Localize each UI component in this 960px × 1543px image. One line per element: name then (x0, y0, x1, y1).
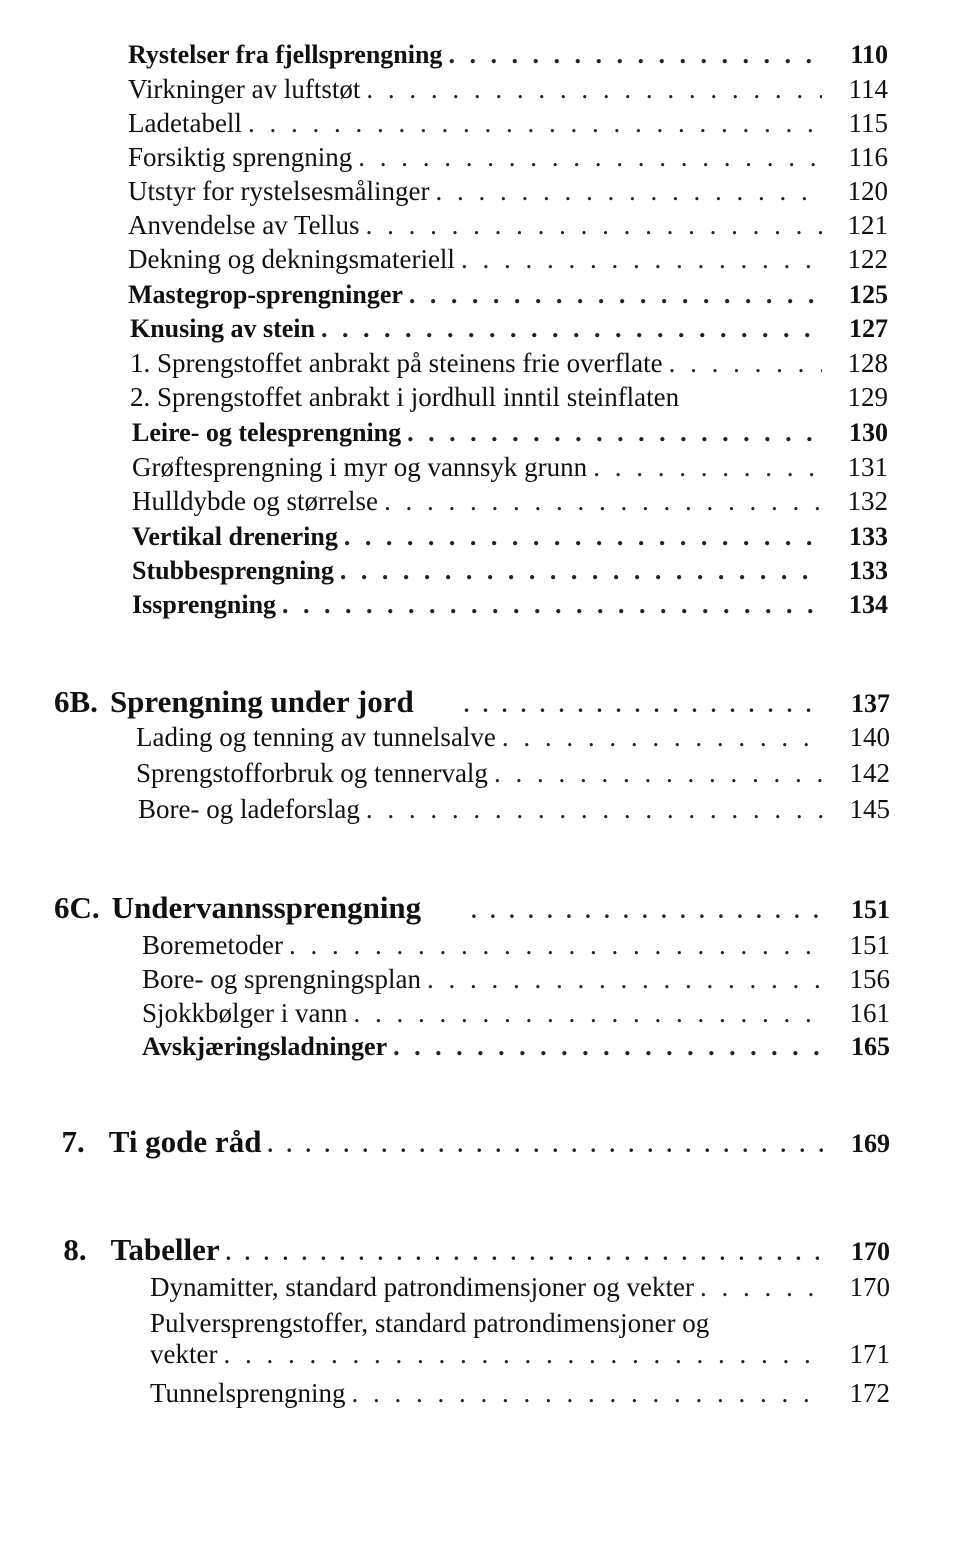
dot-leader (427, 964, 824, 995)
toc-entry[interactable] (132, 590, 888, 620)
toc-entry-page: 116 (848, 142, 888, 172)
chapter-heading-8[interactable] (60, 1232, 890, 1268)
toc-entry-page: 170 (849, 1272, 890, 1302)
toc-entry-page: 125 (849, 280, 888, 309)
toc-entry-title: Stubbesprengning (132, 556, 334, 585)
dot-leader (344, 522, 822, 552)
toc-entry-title: Anvendelse av Tellus (128, 210, 360, 240)
toc-entry-title: Forsiktig sprengning (128, 142, 353, 172)
toc-entry-page: 131 (847, 452, 888, 482)
toc-entry-title: Dekning og dekningsmateriell (128, 244, 455, 274)
chapter-page: 169 (851, 1129, 890, 1158)
toc-entry-page: 132 (847, 486, 888, 516)
toc-entry-page: 121 (847, 210, 888, 240)
toc-entry-page: 127 (849, 314, 888, 343)
dot-leader (502, 722, 824, 753)
toc-entry-title: Hulldybde og størrelse (132, 486, 378, 516)
toc-entry-title: Boremetoder (142, 930, 283, 960)
dot-leader (289, 930, 824, 961)
toc-entry[interactable] (132, 522, 888, 552)
dot-leader (248, 108, 822, 139)
toc-entry[interactable] (138, 794, 890, 825)
toc-entry[interactable] (128, 40, 888, 70)
toc-entry[interactable] (130, 382, 888, 413)
toc-entry-page: 133 (849, 522, 888, 551)
toc-entry[interactable] (130, 314, 888, 344)
dot-leader (393, 1032, 824, 1062)
chapter-page: 137 (851, 689, 890, 718)
chapter-number: 6C. (54, 890, 100, 925)
toc-entry[interactable] (128, 74, 888, 105)
toc-entry-title: 2. Sprengstoffet anbrakt i jordhull inntil steinflaten (130, 382, 680, 412)
toc-entry[interactable] (142, 930, 890, 961)
toc-entry-page: 130 (849, 418, 888, 447)
toc-entry-page: 122 (847, 244, 888, 274)
chapter-number: 7. (61, 1124, 85, 1159)
dot-leader (384, 486, 822, 517)
dot-leader (448, 40, 822, 70)
dot-leader (353, 998, 824, 1029)
toc-entry-title: Rystelser fra fjellsprengning (128, 40, 443, 69)
chapter-heading-6b[interactable] (54, 684, 890, 720)
dot-leader (366, 74, 822, 105)
dot-leader (321, 314, 822, 344)
toc-entry-page: 165 (851, 1032, 890, 1061)
toc-entry-page: 129 (847, 382, 888, 412)
toc-entry-title: Dynamitter, standard patrondimensjoner og vekter (150, 1272, 695, 1302)
toc-entry-page: 133 (849, 556, 888, 585)
toc-entry[interactable] (142, 998, 890, 1029)
dot-leader (340, 556, 822, 586)
toc-entry-page: 115 (848, 108, 888, 138)
toc-entry-page: 128 (847, 348, 888, 378)
chapter-number: 6B. (54, 684, 98, 719)
toc-entry-title: Virkninger av luftstøt (128, 74, 361, 104)
dot-leader (700, 1272, 824, 1303)
toc-entry[interactable] (130, 348, 888, 379)
toc-entry-page: 140 (849, 722, 890, 752)
toc-entry-title: Sjokkbølger i vann (142, 998, 348, 1028)
dot-leader (464, 692, 824, 718)
dot-leader (358, 142, 822, 173)
chapter-number: 8. (63, 1232, 87, 1267)
toc-entry-title: Utstyr for rystelsesmålinger (128, 176, 430, 206)
toc-entry-title: Lading og tenning av tunnelsalve (136, 722, 496, 752)
toc-entry[interactable] (128, 142, 888, 173)
toc-entry-page: 156 (849, 964, 890, 994)
toc-entry-page: 110 (850, 40, 888, 69)
chapter-page: 151 (851, 895, 890, 924)
toc-entry-title: Mastegrop-sprengninger (128, 280, 403, 309)
toc-entry[interactable] (132, 452, 888, 483)
toc-entry[interactable] (128, 210, 888, 241)
toc-entry[interactable] (128, 108, 888, 139)
toc-entry[interactable] (142, 1032, 890, 1062)
dot-leader (435, 176, 822, 207)
chapter-page: 170 (851, 1237, 890, 1266)
toc-entry-page: 134 (849, 590, 888, 619)
toc-entry-title: Tunnelsprengning (150, 1378, 346, 1408)
toc-entry-title-line2: vekter (150, 1339, 218, 1369)
dot-leader (407, 418, 822, 448)
chapter-title: Tabeller (110, 1232, 220, 1267)
dot-leader (593, 452, 822, 483)
toc-entry[interactable] (128, 176, 888, 207)
dot-leader (267, 1132, 824, 1158)
toc-entry[interactable] (128, 244, 888, 275)
toc-entry[interactable] (142, 964, 890, 995)
dot-leader (461, 244, 822, 275)
toc-entry-page: 114 (848, 74, 888, 104)
toc-entry-title: Issprengning (132, 590, 277, 619)
toc-entry-title: Ladetabell (128, 108, 242, 138)
toc-entry-title: 1. Sprengstoffet anbrakt på steinens frie overflate (130, 348, 663, 378)
toc-entry[interactable] (136, 758, 890, 789)
toc-entry-title: Avskjæringsladninger (142, 1032, 388, 1061)
toc-entry[interactable] (132, 556, 888, 586)
toc-entry-title: Bore- og ladeforslag (138, 794, 360, 824)
chapter-title: Ti gode råd (108, 1124, 262, 1159)
dot-leader (409, 280, 822, 310)
dot-leader (282, 590, 822, 620)
toc-entry[interactable] (132, 486, 888, 517)
dot-leader (494, 758, 824, 789)
dot-leader (366, 794, 824, 825)
toc-entry-page: 120 (847, 176, 888, 206)
toc-entry[interactable] (136, 722, 890, 753)
chapter-heading-6c[interactable] (54, 890, 890, 926)
toc-entry-title-line1: Pulversprengstoffer, standard patrondimensjoner og (150, 1308, 710, 1338)
toc-entry-page: 171 (849, 1339, 890, 1369)
dot-leader (223, 1339, 824, 1370)
dot-leader (226, 1240, 824, 1266)
toc-entry[interactable] (132, 418, 888, 448)
toc-entry-title: Grøftesprengning i myr og vannsyk grunn (132, 452, 588, 482)
toc-entry-multiline[interactable] (150, 1308, 890, 1370)
toc-entry-page: 161 (849, 998, 890, 1028)
toc-entry[interactable] (150, 1272, 890, 1303)
toc-entry-page: 172 (849, 1378, 890, 1408)
toc-entry-page: 145 (849, 794, 890, 824)
dot-leader (471, 898, 824, 924)
toc-entry[interactable] (128, 280, 888, 310)
chapter-title: Undervannssprengning (111, 890, 422, 925)
toc-entry[interactable] (150, 1378, 890, 1409)
toc-entry-title: Sprengstofforbruk og tennervalg (136, 758, 488, 788)
toc-entry-title: Bore- og sprengningsplan (142, 964, 421, 994)
toc-entry-title: Vertikal drenering (132, 522, 338, 551)
dot-leader (352, 1378, 824, 1409)
dot-leader (366, 210, 822, 241)
chapter-title: Sprengning under jord (109, 684, 414, 719)
toc-entry-page: 142 (849, 758, 890, 788)
toc-entry-title: Leire- og telesprengning (132, 418, 402, 447)
toc-entry-title: Knusing av stein (130, 314, 315, 343)
chapter-heading-7[interactable] (60, 1124, 890, 1160)
dot-leader (669, 348, 822, 379)
toc-entry-page: 151 (849, 930, 890, 960)
